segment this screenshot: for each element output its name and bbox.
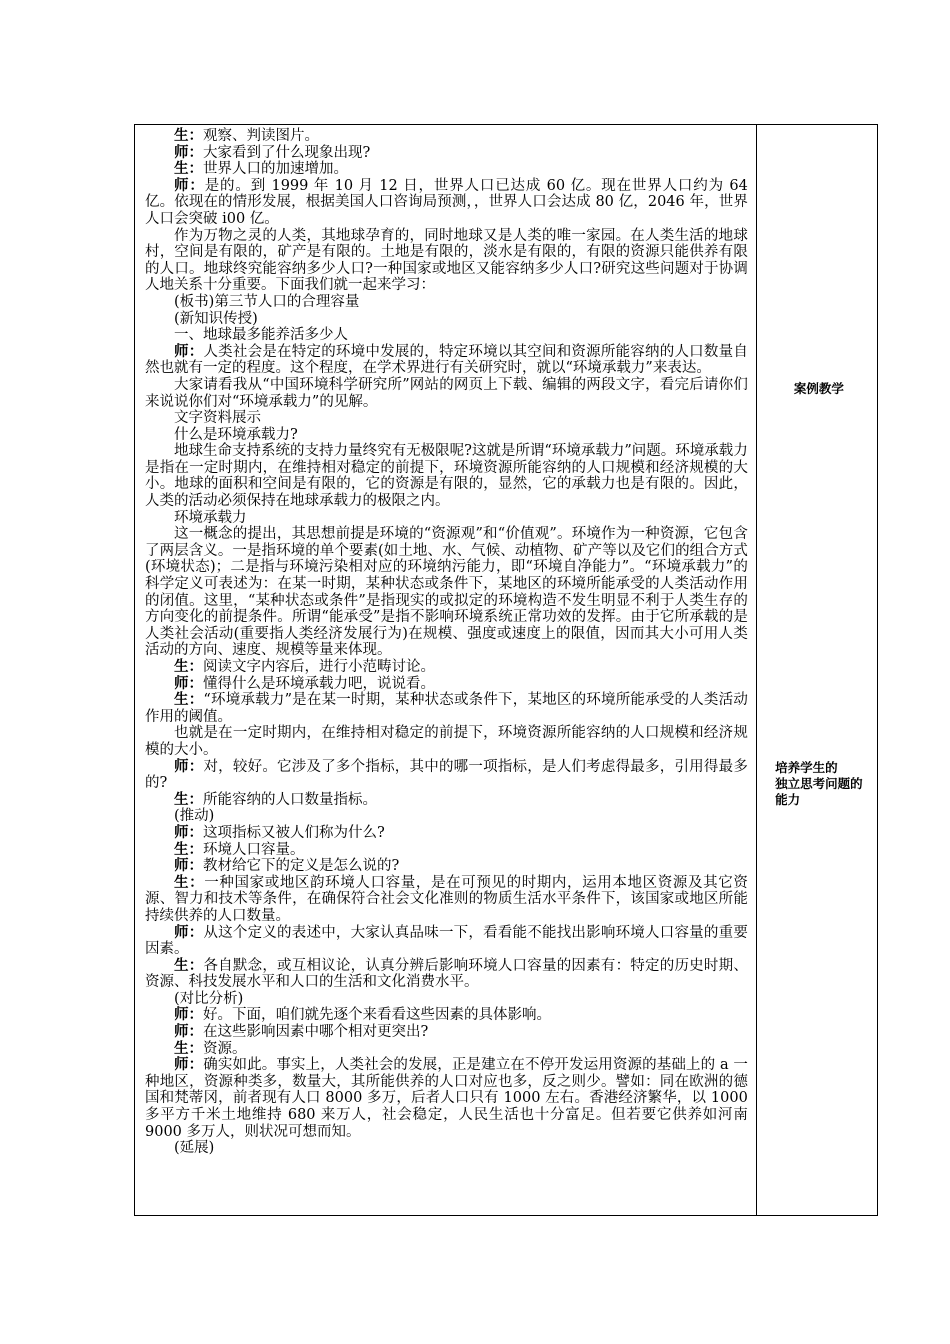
dialogue-text: 一种国家或地区韵环境人口容量，是在可预见的时期内，运用本地区资源及其它资源、智力和技术等条件，在确保符合社会文化准则的物质生活水平条件下，该国家或地区所能持续供养的人口数量。 (145, 874, 748, 924)
speaker-label: 师： (174, 342, 204, 360)
dialogue-text: 资源。 (203, 1040, 247, 1057)
dialogue-text: 阅读文字内容后，进行小范畴讨论。 (203, 659, 435, 675)
side-note-line: 培养学生的 (775, 760, 838, 775)
dialogue-line (145, 1041, 748, 1058)
dialogue-line (145, 161, 748, 178)
dialogue-text: 教材给它下的定义是怎么说的? (203, 858, 400, 875)
dialogue-line (145, 825, 748, 842)
dialogue-line (145, 875, 748, 925)
dialogue-line (145, 427, 748, 444)
dialogue-line (145, 178, 748, 228)
speaker-label: 生： (174, 658, 203, 675)
dialogue-text: 对，较好。它涉及了多个指标，其中的哪一项指标，是人们考虑得最多，引用得最多的? (145, 758, 748, 792)
dialogue-line (145, 327, 748, 344)
dialogue-text: 懂得什么是环境承载力吧，说说看。 (203, 675, 435, 692)
speaker-label: 生： (174, 873, 205, 891)
speaker-label: 生： (174, 840, 203, 858)
teaching-process-cell (135, 125, 757, 1216)
speaker-label: 师： (174, 1056, 204, 1074)
dialogue-text: 所能容纳的人口数量指标。 (203, 791, 377, 808)
dialogue-text: (板书)第三节人口的合理容量 (174, 293, 360, 310)
dialogue-text: 一、地球最多能养活多少人 (174, 327, 348, 344)
dialogue-text: 这一概念的提出，其思想前提是环境的“资源观”和“价值观”。环境作为一种资源，它包含了两层含义。一是指环境的单个要素(如土地、水、气候、动植物、矿产等以及它们的组合方式(环境状态)；二是指与环境污染相对应的环境纳污能力，即“环境自净能力”。“环境承载力”的科学定义可表述为：在某一时期，某种状态或条件下，某地区的环境所能承受的人类活动作用的闭值。这里，“某种状态或条件”是指现实的或拟定的环境构造不发生明显不利于人类生存的方向变化的前提条件。所谓“能承受”是指不影响环境系统正常功效的发挥。由于它所承载的是人类社会活动(重要指人类经济发展行为)在规模、强度或速度上的限值，因而其大小可用人类活动的方向、速度、规模等量来体现。 (145, 526, 748, 659)
speaker-label: 师： (174, 857, 203, 875)
dialogue-line (145, 991, 748, 1008)
dialogue-line (145, 858, 748, 875)
dialogue-text: 各自默念，或互相议论，认真分辨后影响环境人口容量的因素有：特定的历史时期、资源、科技发展水平和人口的生活和文化消费水平。 (145, 957, 748, 991)
dialogue-line (145, 1007, 748, 1024)
dialogue-line (145, 676, 748, 693)
dialogue-text: 环境承载力 (174, 509, 247, 526)
speaker-label: 生： (174, 127, 203, 144)
dialogue-text: 世界人口的加速增加。 (203, 161, 348, 178)
dialogue-line (145, 725, 748, 758)
dialogue-line (145, 228, 748, 294)
dialogue-text: 在这些影响因素中哪个相对更突出? (203, 1024, 429, 1041)
design-intent-cell (756, 125, 877, 1216)
dialogue-text: 作为万物之灵的人类，其地球孕育的，同时地球又是人类的唯一家园。在人类生活的地球村，空间是有限的，矿产是有限的。土地是有限的，淡水是有限的，有限的资源只能供养有限的人口。地球终究能容纳多少人口?一种国家或地区又能容纳多少人口?研究这些问题对于协调人地关系十分重要。下面我们就一起来学习： (145, 227, 748, 294)
dialogue-line (145, 510, 748, 527)
side-note-case-teaching: 案例教学 (793, 381, 844, 396)
dialogue-line (145, 759, 748, 792)
dialogue-text: 地球生命支持系统的支持力量终究有无极限呢?这就是所谓“环境承载力”问题。环境承载力是指在一定时期内，在维持相对稳定的前提下，环境资源所能容纳的人口规模和经济规模的大小。地球的面积和空间是有限的，它的资源是有限的，显然，它的承载力也是有限的。因此，人类的活动必须保持在地球承载力的极限之内。 (145, 443, 748, 510)
dialogue-text: 什么是环境承载力? (174, 426, 298, 443)
speaker-label: 师： (174, 176, 205, 194)
dialogue-text: (延展) (174, 1140, 215, 1157)
dialogue-text: 是的。到 1999 年 10 月 12 日，世界人口已达成 60 亿。现在世界人口约为 64 亿。依现在的情形发展，根据美国人口咨询局预测，，世界人口会达成 80 亿，2046 年，世界人口会突破 i00 亿。 (145, 177, 748, 227)
dialogue-text: (新知识传授) (174, 310, 258, 327)
speaker-label: 师： (174, 923, 204, 941)
speaker-label: 生： (174, 1039, 203, 1057)
dialogue-text: 文字资料展示 (174, 410, 261, 427)
dialogue-line (145, 808, 748, 825)
speaker-label: 生： (174, 691, 204, 709)
dialogue-line (145, 792, 748, 809)
dialogue-text: 确实如此。事实上，人类社会的发展，正是建立在不停开发运用资源的基础上的 a 一种地区，资源种类多，数量大，其所能供养的人口对应也多，反之则少。譬如：同在欧洲的德国和梵蒂冈，前者现有人口 8000 多万，后者人口只有 1000 左右。香港经济繁华，以 1000 多平方千米土地维持 680 来万人，社会稳定，人民生活也十分富足。但若要它供养如河南 9000 多万人，则状况可想而知。 (145, 1057, 748, 1140)
dialogue-line (145, 1140, 748, 1157)
dialogue-text: “环境承载力”是在某一时期，某种状态或条件下，某地区的环境所能承受的人类活动作用的阈值。 (145, 692, 748, 725)
dialogue-line (145, 128, 748, 145)
dialogue-line (145, 443, 748, 509)
dialogue-line (145, 145, 748, 162)
side-note-line: 独立思考问题的 (775, 776, 863, 791)
speaker-label: 师： (174, 757, 204, 775)
side-note-independent-thinking (767, 760, 871, 808)
speaker-label: 生： (174, 956, 204, 974)
dialogue-line (145, 659, 748, 676)
dialogue-line (145, 410, 748, 427)
dialogue-line (145, 311, 748, 328)
table-row (135, 125, 878, 1216)
speaker-label: 师： (174, 823, 203, 841)
dialogue-line (145, 294, 748, 311)
dialogue-text: (对比分析) (174, 990, 244, 1007)
dialogue-line (145, 925, 748, 958)
dialogue-text: 大家请看我从“中国环境科学研究所”网站的网页上下载、编辑的两段文字，看完后请你们来说说你们对“环境承载力”的见解。 (145, 376, 748, 410)
dialogue-text: 观察、判读图片。 (203, 128, 319, 144)
dialogue-text: 从这个定义的表述中，大家认真品味一下，看看能不能找出影响环境人口容量的重要因素。 (145, 924, 748, 958)
speaker-label: 师： (174, 1006, 203, 1024)
dialogue-text: 环境人口容量。 (203, 841, 305, 858)
speaker-label: 师： (174, 143, 203, 161)
dialogue-text: 也就是在一定时期内，在维持相对稳定的前提下，环境资源所能容纳的人口规模和经济规模的大小。 (145, 725, 748, 758)
dialogue-line (145, 958, 748, 991)
dialogue-line (145, 344, 748, 377)
dialogue-line (145, 1057, 748, 1140)
dialogue-line (145, 842, 748, 859)
dialogue-line (145, 377, 748, 410)
dialogue-text: 好。下面，咱们就先逐个来看看这些因素的具体影响。 (203, 1007, 551, 1024)
speaker-label: 生： (174, 790, 203, 808)
lesson-plan-table (134, 124, 878, 1216)
side-note-line: 能力 (775, 792, 801, 807)
dialogue-text: 这项指标又被人们称为什么? (203, 824, 385, 841)
dialogue-line (145, 692, 748, 725)
dialogue-text: 人类社会是在特定的环境中发展的，特定环境以其空间和资源所能容纳的人口数量自然也就有一定的程度。这个程度，在学术界进行有关研究时，就以“环境承载力”来表达。 (145, 343, 748, 377)
dialogue-text: 大家看到了什么现象出现? (203, 144, 371, 161)
dialogue-line (145, 1024, 748, 1041)
dialogue-text: (推动) (174, 808, 215, 825)
lesson-dialogue (135, 125, 756, 1157)
dialogue-line (145, 526, 748, 659)
speaker-label: 师： (174, 1023, 203, 1041)
speaker-label: 生： (174, 160, 203, 178)
speaker-label: 师： (174, 674, 203, 692)
